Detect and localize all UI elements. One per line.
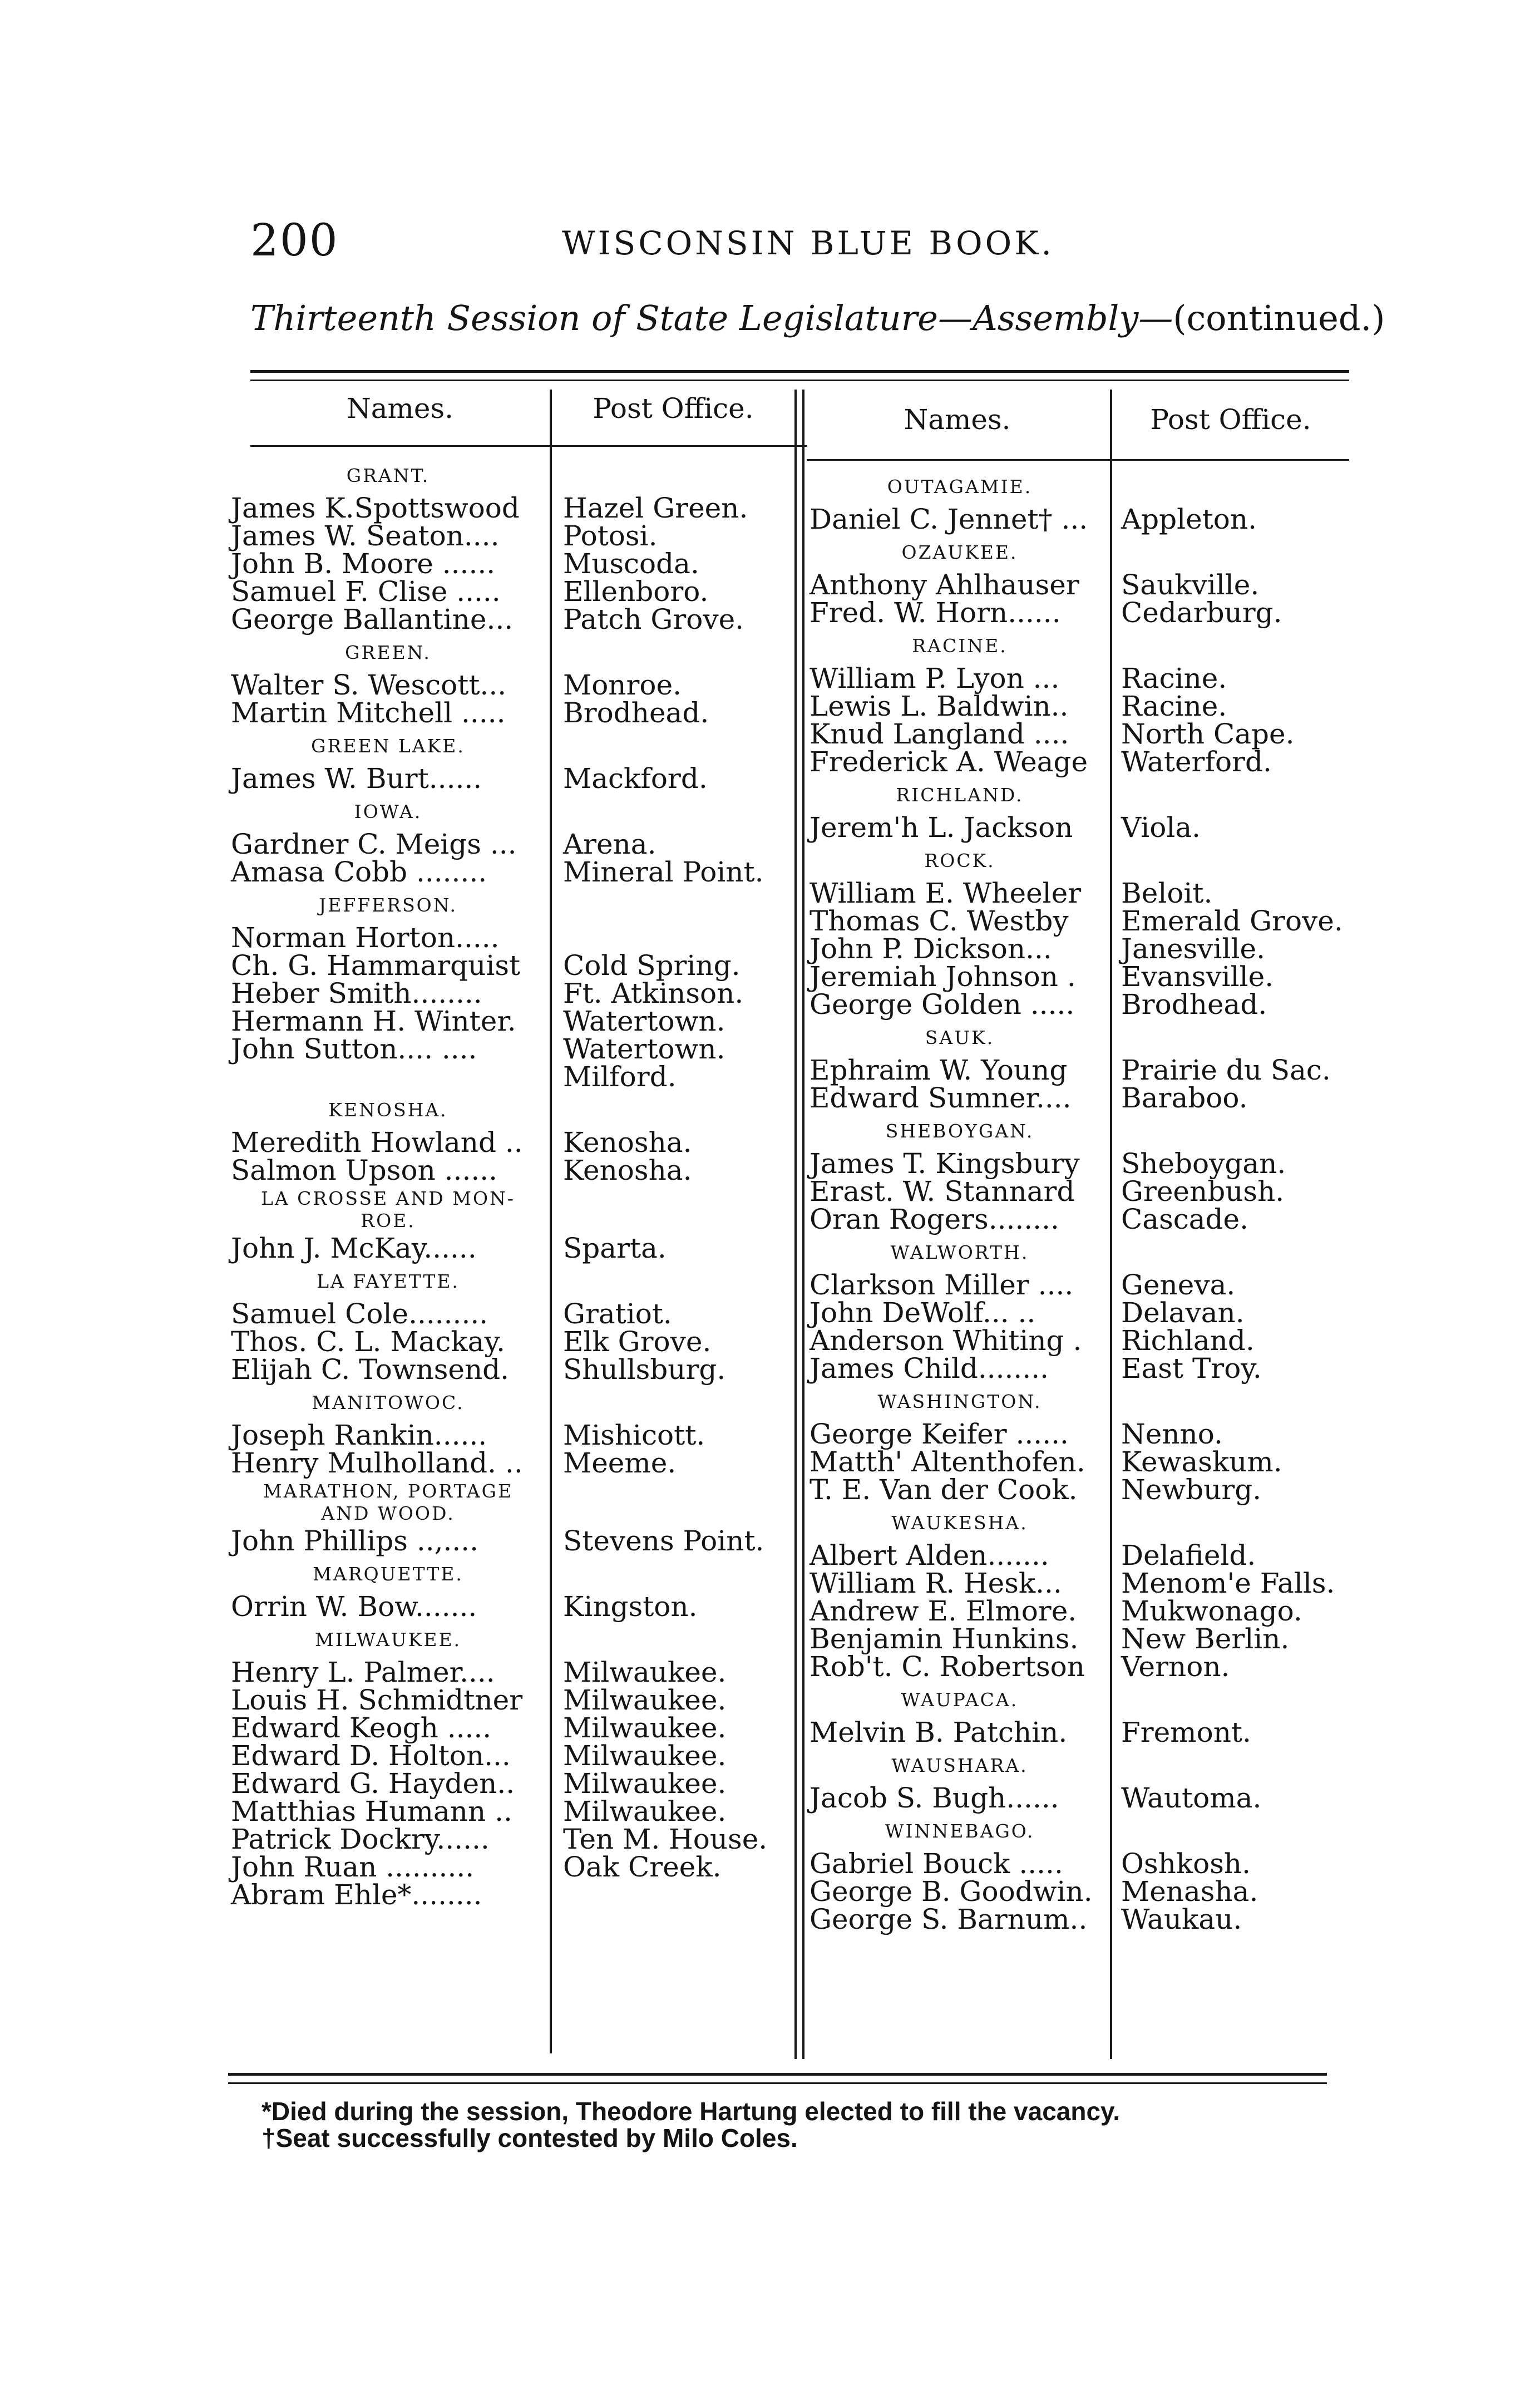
member-name: Edward Sumner.... [810,1082,1072,1114]
member-post-office: Mackford. [563,762,708,795]
member-name: Abram Ehle*........ [231,1879,482,1911]
member-name: William R. Hesk... [810,1567,1062,1599]
member-post-office: Cascade. [1121,1203,1249,1235]
county-spacer [1121,471,1355,503]
divider-center-1 [794,390,797,2059]
county-spacer [1121,1507,1355,1539]
county-spacer [1121,1815,1355,1848]
county-name: LA CROSSE AND MON- [260,1188,516,1209]
member-name: Matthias Humann .. [231,1795,512,1827]
county-heading [810,536,1110,569]
member-name: Oran Rogers........ [810,1203,1059,1235]
county-spacer [1121,1386,1355,1418]
top-rule [250,370,1349,373]
member-post-office: Evansville. [1121,960,1274,993]
member-name: Samuel Cole......... [231,1298,488,1330]
county-name: WAUKESHA. [891,1512,1028,1534]
member-name: Gardner C. Meigs ... [231,828,517,860]
county-spacer [563,637,791,669]
county-name: WASHINGTON. [877,1391,1042,1412]
member-post-office: Watertown. [563,1005,725,1037]
member-name: Henry L. Palmer.... [231,1656,495,1688]
county-spacer [1121,1022,1355,1054]
county-name: LA FAYETTE. [317,1270,460,1292]
member-post-office: East Troy. [1121,1352,1262,1385]
member-post-office: Muscoda. [563,548,699,580]
member-name: Rob't. C. Robertson [810,1651,1085,1683]
left-office-column [563,456,791,1909]
member-name: George Golden ..... [810,988,1075,1021]
county-spacer [563,889,791,922]
member-name: Anderson Whiting . [810,1324,1082,1357]
member-post-office: Milwaukee. [563,1656,727,1688]
column-header-names-left: Names. [346,392,454,425]
member-name: James K.Spottswood [231,492,520,524]
member-name: Matth' Altenthofen. [810,1446,1085,1478]
county-spacer [1121,630,1355,662]
county-spacer [563,796,791,828]
county-heading [231,637,545,669]
member-name: Melvin B. Patchin. [810,1716,1068,1748]
member-name: Henry Mulholland. .. [231,1447,523,1479]
county-name: SHEBOYGAN. [885,1120,1034,1142]
member-name: Lewis L. Baldwin.. [810,690,1069,722]
county-name: WAUPACA. [901,1689,1019,1711]
header-rule-left [250,445,807,447]
county-heading [231,1480,545,1525]
member-name: Benjamin Hunkins. [810,1623,1079,1655]
member-name: George Ballantine... [231,603,514,636]
bottom-rule-inner [228,2082,1327,2084]
header-rule-right [807,459,1349,461]
member-name: Hermann H. Winter. [231,1005,516,1037]
member-post-office: Oshkosh. [1121,1848,1251,1880]
member-name [231,1063,545,1091]
member-post-office: Ft. Atkinson. [563,977,744,1009]
county-name: WAUSHARA. [891,1755,1028,1776]
member-post-office: Mishicott. [563,1419,705,1451]
left-names-column [231,456,545,1909]
member-name: Norman Horton..... [231,922,500,954]
county-heading [231,730,545,762]
member-post-office: Greenbush. [1121,1175,1285,1208]
county-name: JEFFERSON. [319,894,457,916]
member-post-office: Monroe. [563,669,682,701]
member-post-office: Menom'e Falls. [1121,1567,1335,1599]
county-spacer [563,460,791,492]
county-heading [810,1115,1110,1147]
member-post-office: Delavan. [1121,1297,1245,1329]
member-name: Patrick Dockry...... [231,1823,490,1855]
member-post-office: North Cape. [1121,718,1295,750]
member-post-office: Mineral Point. [563,856,764,888]
right-office-column [1121,467,1355,1933]
member-name: George Keifer ...... [810,1418,1069,1450]
county-name: MANITOWOC. [312,1392,465,1413]
member-post-office: Kenosha. [563,1154,692,1186]
top-rule-inner [250,380,1349,381]
page-number: 200 [250,214,339,266]
member-name: Thos. C. L. Mackay. [231,1326,505,1358]
bottom-rule [228,2073,1327,2076]
member-post-office: Brodhead. [563,697,709,729]
member-name: Salmon Upson ...... [231,1154,498,1186]
member-post-office: Patch Grove. [563,603,744,636]
county-spacer [563,1624,791,1656]
member-post-office: Potosi. [563,520,658,552]
subtitle-continued: (continued.) [1173,298,1385,338]
member-post-office: Baraboo. [1121,1082,1248,1114]
member-name: Walter S. Wescott... [231,669,507,701]
county-name: SAUK. [925,1027,995,1048]
member-name: James W. Burt...... [231,762,482,795]
member-name: Jacob S. Bugh...... [810,1782,1059,1814]
member-post-office: Delafield. [1121,1539,1256,1572]
member-name: John B. Moore ...... [231,548,496,580]
county-spacer [563,1265,791,1298]
county-spacer [563,1094,791,1126]
book-title: WISCONSIN BLUE BOOK. [562,224,1054,262]
divider-center-2 [802,390,804,2059]
county-name: OZAUKEE. [901,541,1018,563]
member-name: Gabriel Bouck ..... [810,1848,1063,1880]
county-heading [810,845,1110,877]
member-name: Knud Langland .... [810,718,1069,750]
member-name: Edward D. Holton... [231,1740,511,1772]
county-heading [231,1188,545,1232]
member-post-office: Richland. [1121,1324,1255,1357]
member-name: George B. Goodwin. [810,1875,1093,1908]
member-name: Joseph Rankin...... [231,1419,487,1451]
county-name: IOWA. [354,801,422,822]
county-heading [231,1094,545,1126]
member-name: Jerem'h L. Jackson [810,811,1073,844]
member-name: James W. Seaton.... [231,520,500,552]
county-spacer [563,1188,791,1232]
member-name: Thomas C. Westby [810,905,1069,937]
member-name: William P. Lyon ... [810,662,1060,694]
member-name: John P. Dickson... [810,933,1052,965]
column-header-office-left: Post Office. [593,392,754,425]
member-post-office: Newburg. [1121,1474,1262,1506]
member-post-office: Wautoma. [1121,1782,1262,1814]
county-heading [231,796,545,828]
member-name: Anthony Ahlhauser [810,569,1079,601]
member-name: Ch. G. Hammarquist [231,949,521,982]
county-name: GREEN. [345,642,431,663]
member-post-office: Kingston. [563,1590,698,1623]
county-name: MARATHON, PORTAGE [263,1480,514,1502]
member-post-office: Cold Spring. [563,949,741,982]
county-spacer [1121,779,1355,811]
county-name: OUTAGAMIE. [887,476,1033,497]
member-post-office: Menasha. [1121,1875,1258,1908]
member-post-office: Elk Grove. [563,1326,712,1358]
county-heading [231,889,545,922]
county-spacer [563,1480,791,1525]
county-name: WALWORTH. [890,1242,1029,1263]
county-heading [231,1624,545,1656]
page-header [250,214,1307,281]
column-header-names-right: Names. [904,403,1011,436]
member-post-office: Mukwonago. [1121,1595,1302,1627]
footnote-died: *Died during the session, Theodore Hartung elected to fill the vacancy. [261,2097,1120,2126]
member-post-office: Ten M. House. [563,1823,768,1855]
member-post-office: Ellenboro. [563,575,709,608]
county-heading [810,1750,1110,1782]
member-post-office: Sparta. [563,1232,667,1264]
member-name: Ephraim W. Young [810,1054,1068,1086]
member-name: Elijah C. Townsend. [231,1353,510,1386]
member-post-office: Janesville. [1121,933,1266,965]
member-post-office: Waukau. [1121,1903,1242,1935]
member-post-office: Milwaukee. [563,1740,727,1772]
member-post-office: Beloit. [1121,877,1213,909]
member-name: John J. McKay...... [231,1232,477,1264]
member-post-office: Milwaukee. [563,1767,727,1800]
member-post-office: Arena. [563,828,657,860]
member-post-office: Saukville. [1121,569,1260,601]
member-post-office: Stevens Point. [563,1525,764,1557]
member-name: Meredith Howland .. [231,1126,523,1159]
county-spacer [563,1387,791,1419]
county-name: MILWAUKEE. [314,1629,462,1651]
county-spacer [1121,1750,1355,1782]
member-post-office: Appleton. [1121,503,1257,535]
county-name: RACINE. [912,635,1008,657]
member-post-office: Viola. [1121,811,1201,844]
county-name: WINNEBAGO. [885,1820,1035,1842]
member-name: Fred. W. Horn...... [810,597,1061,629]
divider-right-names-office [1110,390,1112,2059]
member-post-office: Fremont. [1121,1716,1251,1748]
member-name: Frederick A. Weage [810,746,1088,778]
member-post-office: Geneva. [1121,1269,1236,1301]
county-heading [810,1507,1110,1539]
member-name: William E. Wheeler [810,877,1082,909]
member-name: Louis H. Schmidtner [231,1684,523,1716]
county-name: RICHLAND. [896,784,1024,806]
county-heading [810,471,1110,503]
member-post-office: Milwaukee. [563,1712,727,1744]
member-post-office: Cedarburg. [1121,597,1282,629]
county-heading [810,1022,1110,1054]
member-post-office: Emerald Grove. [1121,905,1343,937]
county-name: ROCK. [924,850,995,871]
member-name: Heber Smith........ [231,977,482,1009]
county-name-continued: AND WOOD. [321,1502,455,1524]
member-name: James Child........ [810,1352,1049,1385]
county-heading [810,1237,1110,1269]
member-post-office: Sheboygan. [1121,1147,1286,1180]
member-name: Jeremiah Johnson . [810,960,1076,993]
county-name: GREEN LAKE. [311,735,465,757]
member-post-office: Nenno. [1121,1418,1223,1450]
member-name: Clarkson Miller .... [810,1269,1074,1301]
member-post-office [563,1881,791,1909]
member-name: Edward Keogh ..... [231,1712,492,1744]
member-name: Albert Alden....... [810,1539,1049,1572]
county-name-continued: ROE. [361,1210,416,1231]
member-name: Samuel F. Clise ..... [231,575,501,608]
member-name: Martin Mitchell ..... [231,697,506,729]
county-spacer [1121,845,1355,877]
member-name: Erast. W. Stannard [810,1175,1075,1208]
member-name: John DeWolf... .. [810,1297,1036,1329]
county-heading [810,1684,1110,1716]
member-post-office: Racine. [1121,662,1227,694]
county-heading [810,1386,1110,1418]
county-spacer [563,1558,791,1590]
member-post-office: Waterford. [1121,746,1272,778]
member-post-office: Milwaukee. [563,1795,727,1827]
member-name: John Ruan .......... [231,1851,475,1883]
county-name: KENOSHA. [328,1099,448,1121]
county-heading [810,779,1110,811]
member-post-office: Kenosha. [563,1126,692,1159]
member-name: George S. Barnum.. [810,1903,1088,1935]
footnotes [261,2098,1374,2151]
member-name: Orrin W. Bow....... [231,1590,477,1623]
member-post-office: Kewaskum. [1121,1446,1282,1478]
county-heading [810,630,1110,662]
member-post-office: Milford. [563,1061,677,1093]
member-name: James T. Kingsbury [810,1147,1080,1180]
member-post-office: Gratiot. [563,1298,672,1330]
member-post-office: New Berlin. [1121,1623,1290,1655]
right-names-column [810,467,1110,1933]
county-spacer [1121,1684,1355,1716]
member-post-office: Hazel Green. [563,492,748,524]
footnote-contested: †Seat successfully contested by Milo Coles. [261,2124,798,2152]
member-post-office: Prairie du Sac. [1121,1054,1331,1086]
county-spacer [1121,536,1355,569]
county-heading [231,1265,545,1298]
member-post-office: Racine. [1121,690,1227,722]
member-name: Edward G. Hayden.. [231,1767,515,1800]
county-heading [231,1387,545,1419]
divider-left-names-office [550,390,552,2053]
county-spacer [1121,1115,1355,1147]
subtitle-italic: Thirteenth Session of State Legislature—Assembly— [250,298,1173,338]
member-name: John Sutton.... .... [231,1033,477,1065]
county-heading [810,1815,1110,1848]
member-post-office [563,924,791,952]
county-name: MARQUETTE. [313,1563,463,1585]
member-name: Amasa Cobb ........ [231,856,487,888]
member-post-office: Watertown. [563,1033,725,1065]
member-name: Andrew E. Elmore. [810,1595,1077,1627]
member-name: Daniel C. Jennet† ... [810,503,1088,535]
member-name: John Phillips ..,.... [231,1525,479,1557]
member-post-office: Meeme. [563,1447,677,1479]
member-post-office: Shullsburg. [563,1353,726,1386]
county-heading [231,1558,545,1590]
member-post-office: Vernon. [1121,1651,1230,1683]
member-post-office: Oak Creek. [563,1851,722,1883]
table-subtitle [250,298,1385,338]
county-name: GRANT. [346,465,430,486]
county-spacer [1121,1237,1355,1269]
column-header-office-right: Post Office. [1150,403,1311,436]
member-post-office: Brodhead. [1121,988,1267,1021]
member-post-office: Milwaukee. [563,1684,727,1716]
member-name: T. E. Van der Cook. [810,1474,1078,1506]
county-heading [231,460,545,492]
county-spacer [563,730,791,762]
